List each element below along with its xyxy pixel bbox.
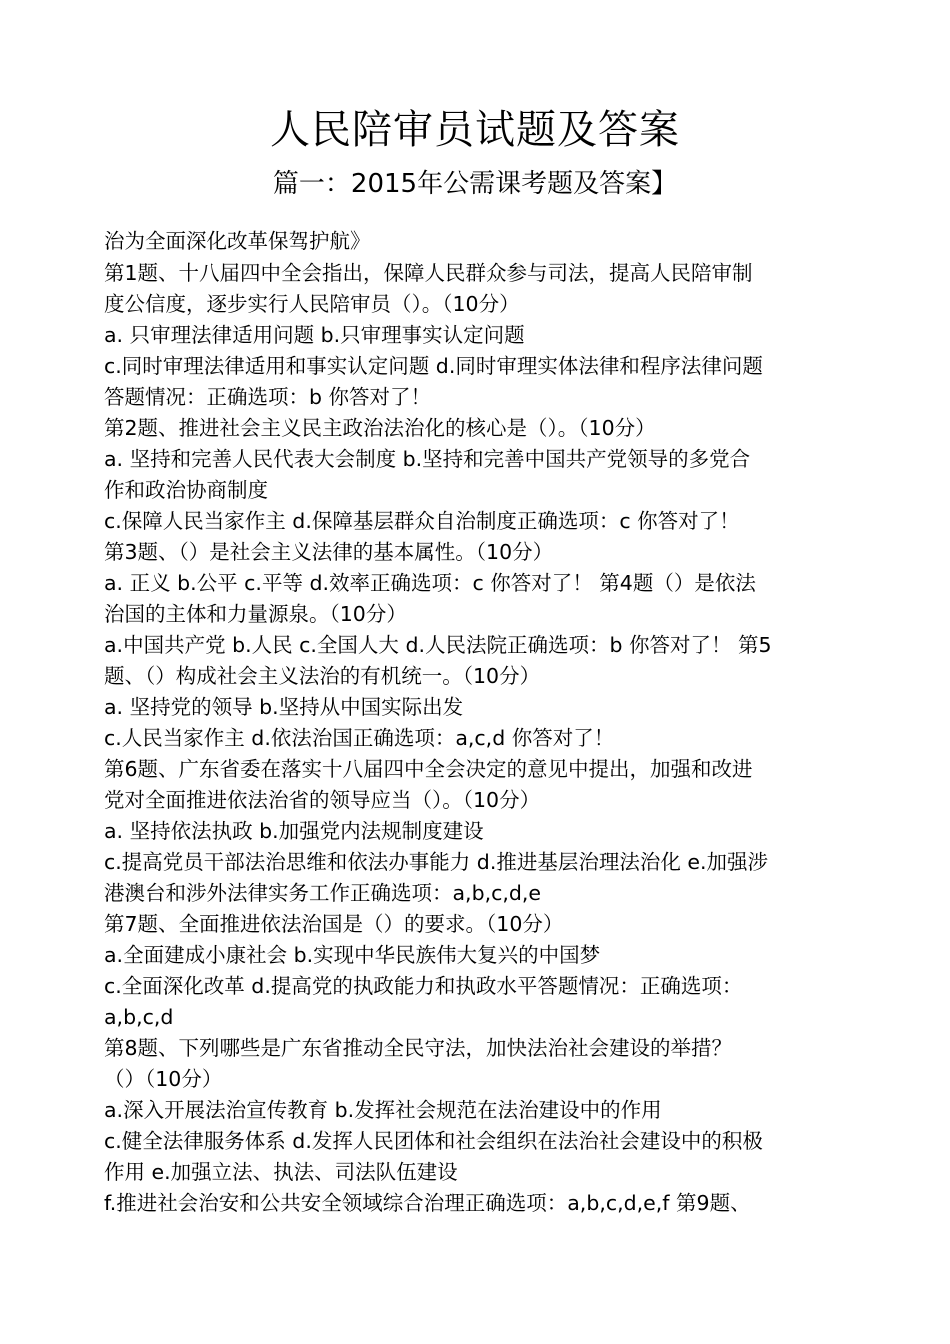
- body-line: 第8题、下列哪些是广东省推动全民守法，加快法治社会建设的举措？: [104, 1036, 733, 1060]
- body-line: 治国的主体和力量源泉。（10分）: [104, 602, 407, 626]
- document-subtitle: 篇一：2015年公需课考题及答案】: [272, 169, 678, 199]
- body-line: a.深入开展法治宣传教育 b.发挥社会规范在法治建设中的作用: [104, 1098, 662, 1122]
- body-line: c.健全法律服务体系 d.发挥人民团体和社会组织在法治社会建设中的积极: [104, 1129, 763, 1153]
- body-line: a,b,c,d: [104, 1005, 174, 1029]
- body-line: c.全面深化改革 d.提高党的执政能力和执政水平答题情况：正确选项：: [104, 974, 743, 998]
- body-line: a.全面建成小康社会 b.实现中华民族伟大复兴的中国梦: [104, 943, 601, 967]
- body-line: 治为全面深化改革保驾护航》: [104, 229, 371, 253]
- body-line: c.同时审理法律适用和事实认定问题 d.同时审理实体法律和程序法律问题: [104, 354, 763, 378]
- body-line: 党对全面推进依法治省的领导应当（）。（10分）: [104, 788, 541, 812]
- body-line: a. 坚持党的领导 b.坚持从中国实际出发: [104, 695, 464, 719]
- body-line: a. 只审理法律适用问题 b.只审理事实认定问题: [104, 323, 525, 347]
- body-line: 第3题、（）是社会主义法律的基本属性。（10分）: [104, 540, 554, 564]
- body-line: 第6题、广东省委在落实十八届四中全会决定的意见中提出，加强和改进: [104, 757, 753, 781]
- body-line: a. 坚持和完善人民代表大会制度 b.坚持和完善中国共产党领导的多党合: [104, 447, 751, 471]
- body-line: 第1题、十八届四中全会指出，保障人民群众参与司法，提高人民陪审制: [104, 261, 753, 285]
- body-line: a.中国共产党 b.人民 c.全国人大 d.人民法院正确选项：b 你答对了！ 第5: [104, 633, 772, 657]
- body-line: c.人民当家作主 d.依法治国正确选项：a,c,d 你答对了！: [104, 726, 615, 750]
- document-title: 人民陪审员试题及答案: [270, 107, 680, 153]
- body-line: c.保障人民当家作主 d.保障基层群众自治制度正确选项：c 你答对了！: [104, 509, 740, 533]
- body-line: 港澳台和涉外法律实务工作正确选项：a,b,c,d,e: [104, 881, 542, 905]
- body-line: 度公信度，逐步实行人民陪审员（）。（10分）: [104, 292, 520, 316]
- body-line: 答题情况：正确选项：b 你答对了！: [104, 385, 432, 409]
- body-line: a. 坚持依法执政 b.加强党内法规制度建设: [104, 819, 484, 843]
- body-line: c.提高党员干部法治思维和依法办事能力 d.推进基层治理法治化 e.加强涉: [104, 850, 768, 874]
- body-line: a. 正义 b.公平 c.平等 d.效率正确选项：c 你答对了！ 第4题（）是依法: [104, 571, 756, 595]
- body-line: 作和政治协商制度: [104, 478, 268, 502]
- body-line: （）（10分）: [104, 1067, 223, 1091]
- body-line: f.推进社会治安和公共安全领域综合治理正确选项：a,b,c,d,e,f 第9题、: [104, 1191, 751, 1215]
- body-line: 第2题、推进社会主义民主政治法治化的核心是（）。（10分）: [104, 416, 656, 440]
- body-line: 第7题、全面推进依法治国是（）的要求。（10分）: [104, 912, 564, 936]
- document-body: [104, 224, 864, 1219]
- body-line: 题、（）构成社会主义法治的有机统一。（10分）: [104, 664, 541, 688]
- body-line: 作用 e.加强立法、执法、司法队伍建设: [104, 1160, 458, 1184]
